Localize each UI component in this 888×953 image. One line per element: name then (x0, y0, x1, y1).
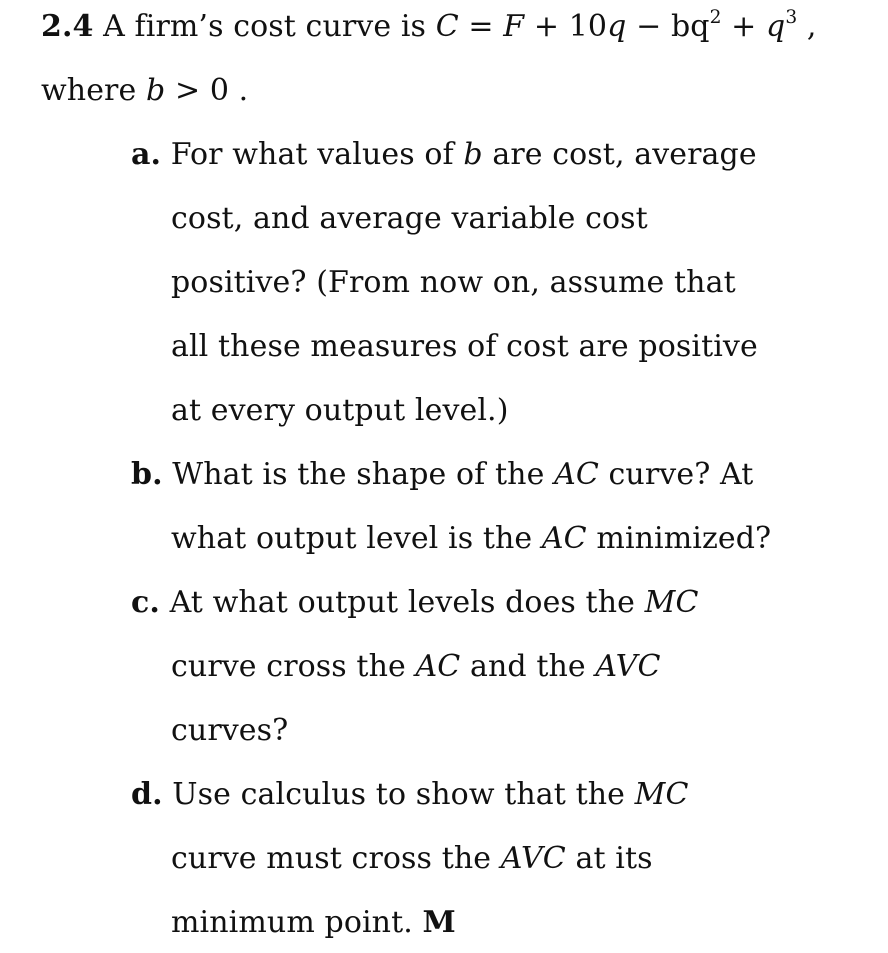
part-a-line-1: a. For what values of b are cost, average (131, 137, 757, 172)
part-label: a. (131, 137, 162, 172)
part-c-line-1: c. At what output levels does the MC (131, 585, 699, 620)
problem-statement-line-1 (41, 7, 817, 47)
part-label: d. (131, 777, 163, 812)
part-label: b. (131, 457, 163, 492)
part-d-line-2: curve must cross the AVC at its (171, 841, 653, 876)
part-d-line-1: d. Use calculus to show that the MC (131, 777, 689, 812)
problem-number: 2.4 (41, 9, 94, 44)
part-a-line-2: cost, and average variable cost (171, 201, 648, 236)
part-label: c. (131, 585, 160, 620)
condition-rest: > 0 . (174, 73, 249, 108)
part-a-line-4: all these measures of cost are positive (171, 329, 758, 364)
problem-statement-line-2 (41, 71, 248, 111)
part-a-line-5: at every output level.) (171, 393, 509, 428)
part-c-line-2: curve cross the AC and the AVC (171, 649, 661, 684)
part-d-line-3: minimum point. M (171, 905, 456, 940)
condition-variable: b (146, 73, 166, 108)
part-b-line-2: what output level is the AC minimized? (171, 521, 772, 556)
term-10q: 10q (568, 9, 627, 44)
where-text: where (41, 73, 137, 108)
part-b-line-1: b. What is the shape of the AC curve? At (131, 457, 754, 492)
term-bq2: $bq^2$ (670, 6, 722, 44)
part-c-line-3: curves? (171, 713, 289, 748)
cost-equation: $C = F + 10q - bq^2 + q^3$ , (435, 6, 817, 44)
difficulty-tag: M (422, 905, 456, 940)
part-a-line-3: positive? (From now on, assume that (171, 265, 736, 300)
problem-intro: A firm’s cost curve is (103, 9, 427, 44)
term-q3: $q^3$ (766, 6, 798, 44)
